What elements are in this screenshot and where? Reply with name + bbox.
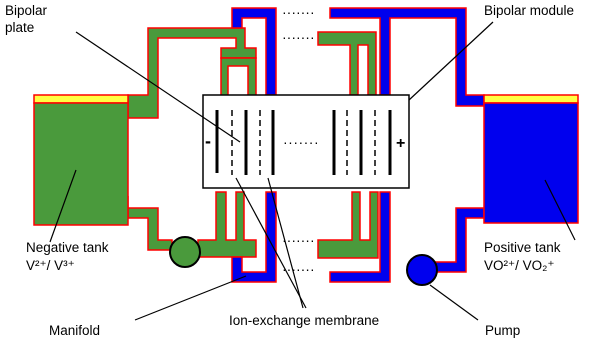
negative-bottom-manifold [198,192,256,257]
bottom-ellipsis-1: ······· [282,232,315,248]
positive-tank-label: Positive tank [484,240,561,255]
positive-tank [484,95,578,223]
bipolar-module-label: Bipolar module [484,3,575,18]
negative-pump [170,237,200,267]
ion-exchange-membrane-label: Ion-exchange membrane [229,313,380,328]
negative-right-bottom-pipe [318,192,378,258]
positive-pump [407,255,437,285]
top-ellipsis-2: ······· [282,29,315,45]
negative-right-pipe [318,32,376,95]
minus-sign: - [205,131,211,151]
negative-tank-label: Negative tank [26,240,109,255]
plus-sign: + [396,135,406,152]
negative-tank-species: V²⁺/ V³⁺ [26,258,75,273]
module-ellipsis: ······· [283,134,320,150]
negative-bottom-pipe [128,196,172,250]
negative-tank [34,95,128,225]
negative-top-manifold [221,58,256,100]
bottom-ellipsis-2: ······· [282,261,315,277]
pump-label: Pump [485,323,521,338]
bipolar-plate-label-2: plate [5,20,35,35]
top-ellipsis-1: ······· [282,4,315,20]
bipolar-plate-label: Bipolar [5,3,48,18]
manifold-label: Manifold [49,323,101,338]
positive-tank-species: VO²⁺/ VO₂⁺ [484,258,555,273]
